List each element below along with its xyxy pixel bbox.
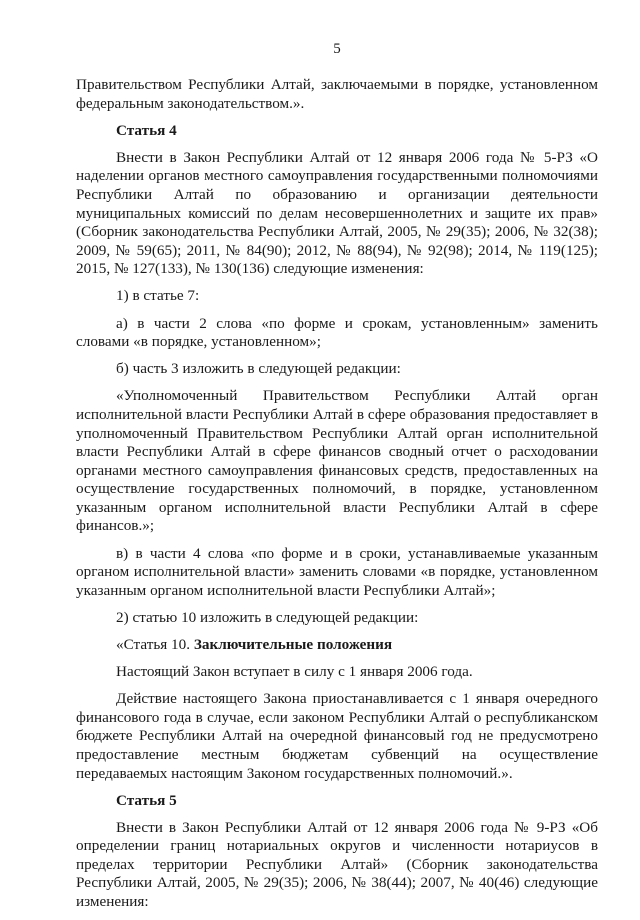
article-4-intro: Внести в Закон Республики Алтай от 12 января 2006 года № 5-РЗ «О наделении органов местного самоуправления государственными полномочиями Республики Алтай по образованию и организации деятельности муниципальных комиссий по делам несовершеннолетних и защите их прав» (Сборник законодательства Республики Алтай, 2005, № 29(35); 2006, № 32(38); 2009, № 59(65); 2011, № 84(90); 2012, № 88(94), № 92(98); 2014, № 119(125); 2015, № 127(133), № 130(136) следующие изменения: [76,148,598,278]
page-number: 5 [333,41,341,57]
article-10-heading [76,636,598,655]
document-body [76,76,598,920]
article-5-heading: Статья 5 [116,791,177,809]
item-1a: а) в части 2 слова «по форме и срокам, установленным» заменить словами «в порядке, установленном»; [76,314,598,351]
article-10-paragraph-1: Настоящий Закон вступает в силу с 1 января 2006 года. [116,663,473,681]
article-5-intro: Внести в Закон Республики Алтай от 12 января 2006 года № 9-РЗ «Об определении границ нотариальных округов и численности нотариусов в пределах территории Республики Алтай» (Сборник законодательства Республики Алтай, 2005, № 29(35); 2006, № 38(44); 2007, № 40(46) следующие изменения: [76,818,598,911]
article-10-prefix: «Статья 10. [116,635,194,653]
article-10-paragraph-2: Действие настоящего Закона приостанавливается с 1 января очередного финансового года в случае, если законом Республики Алтай о республиканском бюджете Республики Алтай на очередной финансовый год не предусмотрено предоставление местным бюджетам субвенций на осуществление передаваемых настоящим Законом государственных полномочий.». [76,690,598,782]
item-1b-quote: «Уполномоченный Правительством Республики Алтай орган исполнительной власти Республики Алтай в сфере образования предоставляет в уполномоченный Правительством Республики Алтай орган исполнительной власти Республики Алтай в сфере финансов сводный отчет о расходовании органами местного самоуправления финансовых средств, предоставленных на осуществление государственных полномочий, в порядке, установленном указанным органом исполнительной власти Республики Алтай в сфере финансов.»; [76,387,598,535]
item-2: 2) статью 10 изложить в следующей редакции: [116,608,419,626]
article-4-heading: Статья 4 [116,121,177,139]
article-10-title: Заключительные положения [193,635,393,653]
item-1b: б) часть 3 изложить в следующей редакции: [116,360,401,378]
item-1: 1) в статье 7: [116,287,200,305]
paragraph-continuation: Правительством Республики Алтай, заключаемыми в порядке, установленном федеральным законодательством.». [76,76,598,112]
item-1c: в) в части 4 слова «по форме и в сроки, устанавливаемые указанным органом исполнительной власти» заменить словами «в порядке, установленном указанным органом исполнительной власти Республики Алтай»; [76,544,598,599]
